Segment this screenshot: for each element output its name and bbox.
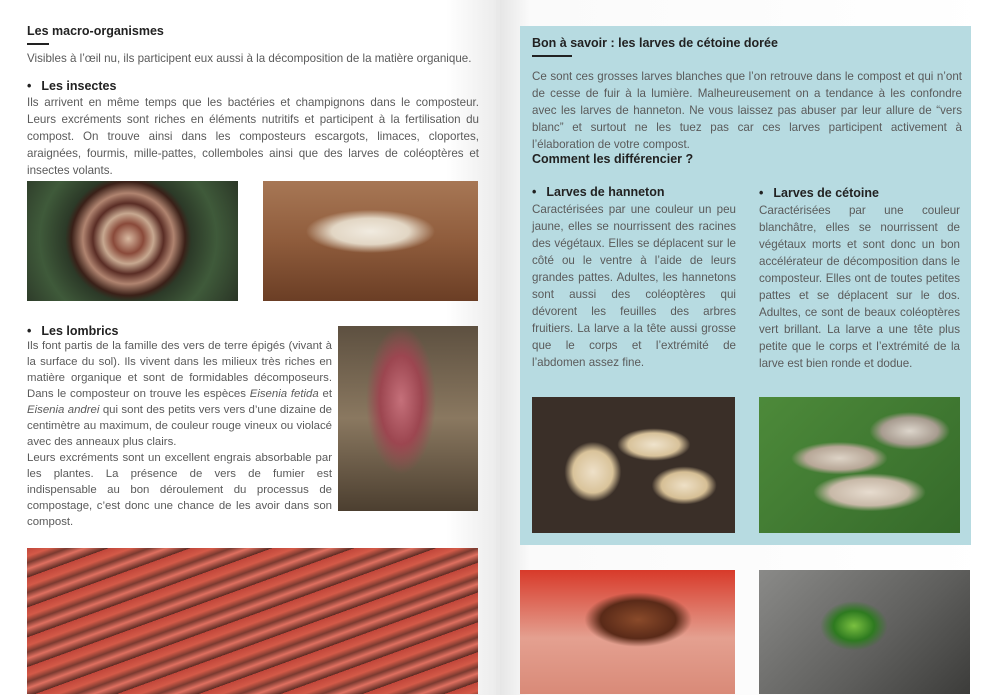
cockchafer-photo: [520, 570, 735, 694]
hanneton-larvae-photo: [532, 397, 735, 533]
species-name: Eisenia andrei: [27, 404, 100, 416]
worms-photo: [27, 548, 478, 694]
box-intro: Ce sont ces grosses larves blanches que l’on retrouve dans le compost et qui n’ont de cesse de fuir à la lumière. Malheureusement on a tendance à les confondre avec les larves de hanneton. Ne vous laissez pas abuser par leur allure de “vers blanc” et surtout ne les tuez pas car ces larves participent activement à l’élaboration de votre compost.: [532, 70, 962, 151]
lombrics-text-part: et: [318, 388, 332, 400]
lombrics-text-part: Leurs excréments sont un excellent engrais absorbable par les plantes. La présence de vers de fumier est indispensable au bon déroulement du processus de compostage, c’est donc une chance de les avoir dans son compost.: [27, 452, 332, 528]
box-header: [532, 36, 778, 57]
insectes-heading: • Les insectes: [27, 79, 116, 93]
lombrics-text-part: qui sont des petits vers vers d’une dizaine de centimètre au maximum, de couleur rouge vineux ou violacé avec des anneaux plus clairs.: [27, 404, 332, 448]
title-underline: [532, 55, 572, 57]
info-box: [520, 26, 971, 545]
species-name: Eisenia fetida: [249, 388, 319, 400]
springtail-photo: [263, 181, 478, 301]
cetoine-larvae-photo: [759, 397, 960, 533]
lombrics-text: [27, 338, 332, 530]
hanneton-text: Caractérisées par une couleur un peu jaune, elles se nourrissent des racines des végétaux. Elles se déplacent sur le côté ou le ventre à l’aide de leurs grandes pattes. Adultes, les hannetons sont aussi des coléoptères qui dévorent les feuilles des arbres fruitiers. La larve a la tête aussi grosse que le corps et l’extrémité de l’abdomen assez fine.: [532, 203, 736, 369]
earthworm-photo: [338, 326, 478, 511]
insectes-text: Ils arrivent en même temps que les bactéries et champignons dans le composteur. Leurs excréments sont riches en éléments nutritifs et participent à la fertilisation du compost. On trouve ainsi dans les composteurs escargots, limaces, cloportes, araignées, fourmis, mille-pattes, collemboles ainsi que des larves de coléoptères et insectes volants.: [27, 96, 479, 177]
lombrics-text-part: Ils font partis de la famille des vers de terre épigés (vivant à la surface du sol). Ils vivent dans les milieux très riches en matière organique et sont de formidables décomposeurs. Dans le composteur on trouve les espèces: [27, 340, 332, 400]
box-subtitle: Comment les différencier ?: [532, 152, 694, 166]
lombrics-heading: • Les lombrics: [27, 324, 119, 338]
hanneton-heading: • Larves de hanneton: [532, 185, 664, 199]
cetoine-heading: • Larves de cétoine: [759, 186, 879, 200]
cetoine-text: Caractérisées par une couleur blanchâtre, elles se nourrissent de végétaux morts et sont donc un bon accélérateur de décomposition dans le composteur. Elles ont de toutes petites pattes et se déplacent sur le dos. Adultes, ce sont de beaux coléoptères vert brillant. La larve a une tête plus petite que le corps et l’extrémité de la larve est bien ronde et dodue.: [759, 204, 960, 370]
box-title: Bon à savoir : les larves de cétoine dorée: [532, 36, 778, 50]
left-page: [0, 0, 496, 695]
rose-chafer-photo: [759, 570, 970, 694]
intro-text: Visibles à l’œil nu, ils participent eux aussi à la décomposition de la matière organique.: [27, 52, 472, 65]
title-underline: [27, 43, 49, 45]
millipede-photo: [27, 181, 238, 301]
section-title: Les macro-organismes: [27, 24, 164, 38]
section-header: [27, 24, 164, 45]
